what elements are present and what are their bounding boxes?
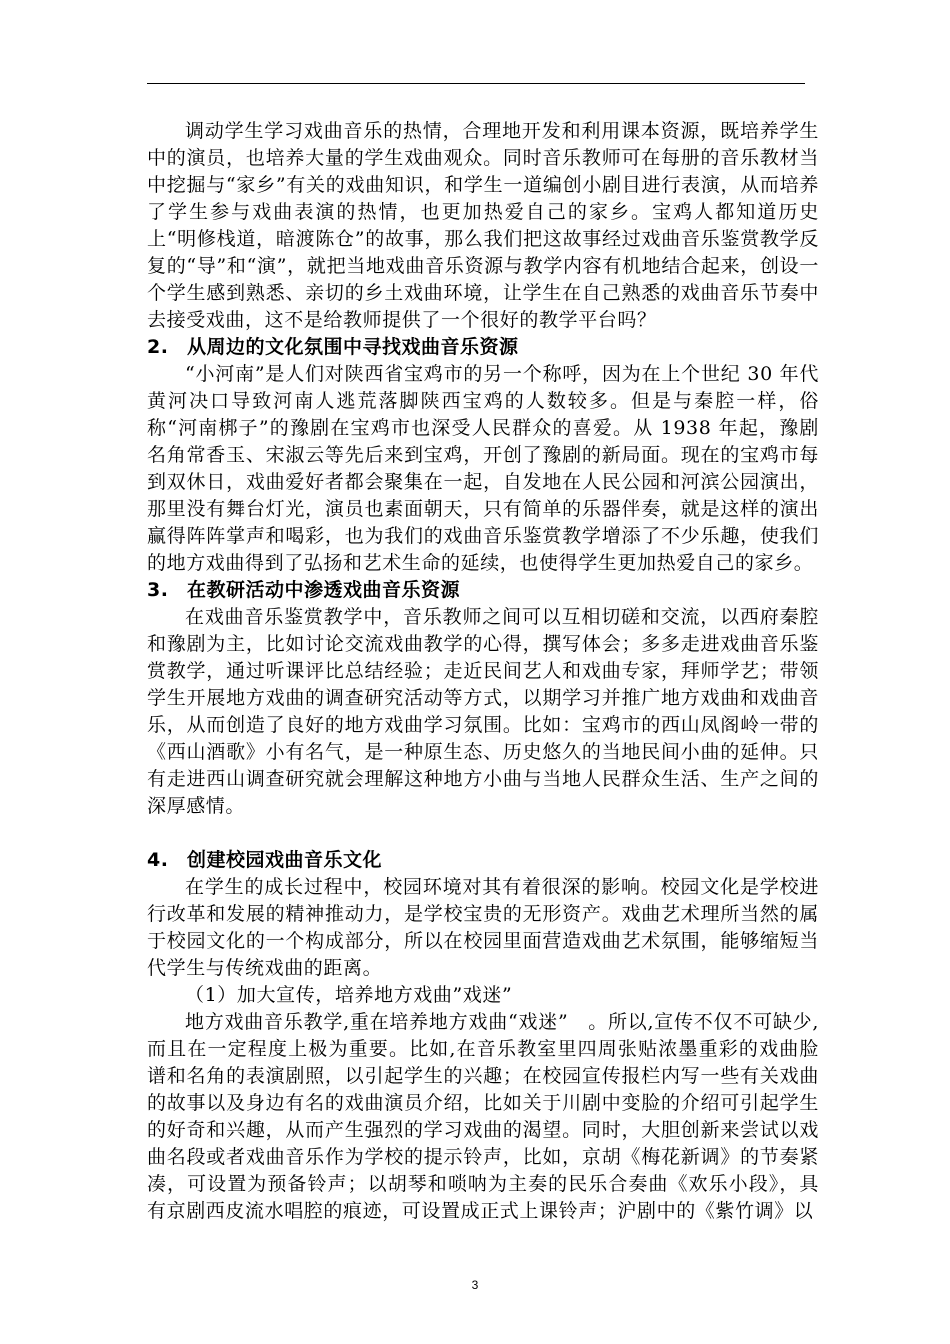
section-number: 2. [147, 336, 169, 358]
section-heading-3 [147, 577, 819, 604]
paragraph-intro: 调动学生学习戏曲音乐的热情，合理地开发和利用课本资源，既培养学生中的演员，也培养大量的学生戏曲观众。同时音乐教师可在每册的音乐教材当中挖掘与“家乡”有关的戏曲知识，和学生一道编创小剧目进行表演，从而培养了学生参与戏曲表演的热情，也更加热爱自己的家乡。宝鸡人都知道历史上“明修栈道，暗渡陈仓”的故事，那么我们把这故事经过戏曲音乐鉴赏教学反复的“导”和“演”，就把当地戏曲音乐资源与教学内容有机地结合起来，创设一个学生感到熟悉、亲切的乡土戏曲环境，让学生在自己熟悉的戏曲音乐节奏中去接受戏曲，这不是给教师提供了一个很好的教学平台吗？ [147, 120, 819, 331]
subheading-1: （1）加大宣传，培养地方戏曲”戏迷” [185, 984, 513, 1006]
section-heading-2 [147, 334, 819, 361]
header-rule [147, 83, 805, 84]
page-number: 3 [471, 1278, 479, 1292]
paragraph-final: 地方戏曲音乐教学,重在培养地方戏曲“戏迷” 。所以,宣传不仅不可缺少,而且在一定程度上极为重要。比如,在音乐教室里四周张贴浓墨重彩的戏曲脸谱和名角的表演剧照，以引起学生的兴趣；在校园宣传报栏内写一些有关戏曲的故事以及身边有名的戏曲演员介绍，比如关于川剧中变脸的介绍可引起学生的好奇和兴趣，从而产生强烈的学习戏曲的渴望。同时，大胆创新来尝试以戏曲名段或者戏曲音乐作为学校的提示铃声，比如，京胡《梅花新调》的节奏紧凑，可设置为预备铃声；以胡琴和唢呐为主奏的民乐合奏曲《欢乐小段》，具有京剧西皮流水唱腔的痕迹，可设置成正式上课铃声；沪剧中的《紫竹调》以 [147, 1011, 819, 1222]
section-number: 4. [147, 849, 169, 871]
paragraph-section-3: 在戏曲音乐鉴赏教学中，音乐教师之间可以互相切磋和交流，以西府秦腔和豫剧为主，比如讨论交流戏曲教学的心得，撰写体会；多多走进戏曲音乐鉴赏教学，通过听课评比总结经验；走近民间艺人和戏曲专家，拜师学艺；带领学生开展地方戏曲的调查研究活动等方式，以期学习并推广地方戏曲和戏曲音乐，从而创造了良好的地方戏曲学习氛围。比如：宝鸡市的西山凤阁岭一带的《西山酒歌》小有名气，是一种原生态、历史悠久的当地民间小曲的延伸。只有走进西山调查研究就会理解这种地方小曲与当地人民群众生活、生产之间的深厚感情。 [147, 606, 819, 817]
section-title: 从周边的文化氛围中寻找戏曲音乐资源 [187, 336, 519, 358]
blank-line [147, 820, 819, 847]
paragraph-section-2: “小河南”是人们对陕西省宝鸡市的另一个称呼，因为在上个世纪 30 年代黄河决口导致河南人逃荒落脚陕西宝鸡的人数较多。但是与秦腔一样，俗称“河南梆子”的豫剧在宝鸡市也深受人民群众的喜爱。从 1938 年起，豫剧名角常香玉、宋淑云等先后来到宝鸡，开创了豫剧的新局面。现在的宝鸡市每到双休日，戏曲爱好者都会聚集在一起，自发地在人民公园和河滨公园演出，那里没有舞台灯光，演员也素面朝天，只有简单的乐器伴奏，就是这样的演出赢得阵阵掌声和喝彩，也为我们的戏曲音乐鉴赏教学增添了不少乐趣，使我们的地方戏曲得到了弘扬和艺术生命的延续，也使得学生更加热爱自己的家乡。 [147, 363, 819, 574]
section-title: 在教研活动中渗透戏曲音乐资源 [187, 579, 461, 601]
document-body [147, 118, 819, 1225]
section-title: 创建校园戏曲音乐文化 [187, 849, 383, 871]
paragraph-section-4: 在学生的成长过程中，校园环境对其有着很深的影响。校园文化是学校进行改革和发展的精神推动力，是学校宝贵的无形资产。戏曲艺术理所当然的属于校园文化的一个构成部分，所以在校园里面营造戏曲艺术氛围，能够缩短当代学生与传统戏曲的距离。 [147, 876, 819, 979]
section-number: 3. [147, 579, 169, 601]
section-heading-4 [147, 847, 819, 874]
